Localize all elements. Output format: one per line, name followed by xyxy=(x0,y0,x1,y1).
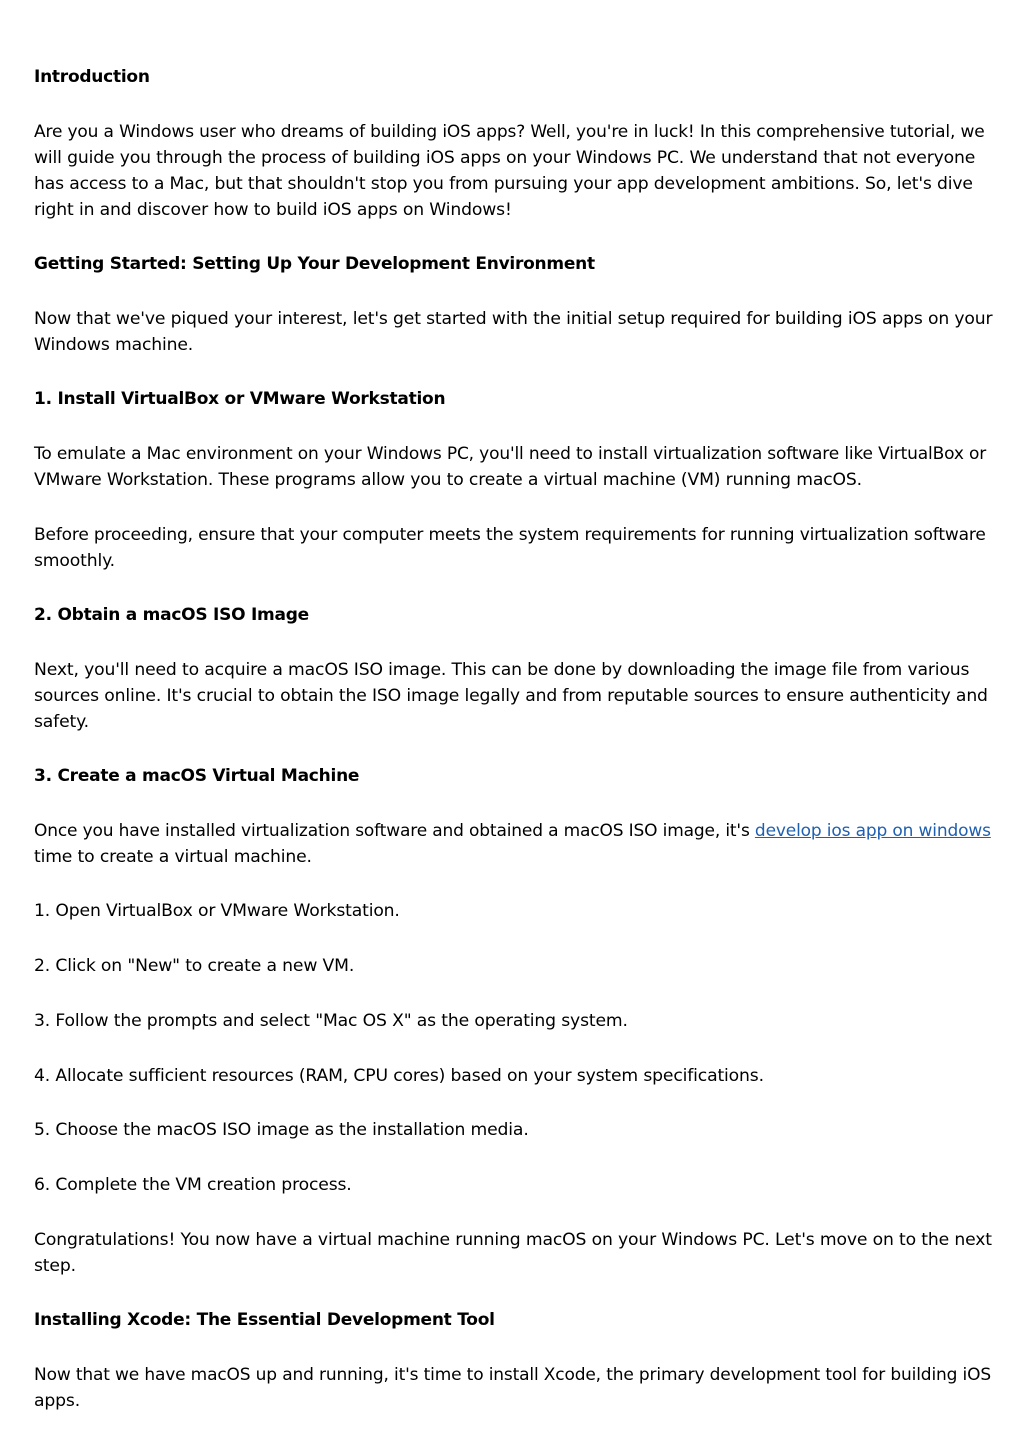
heading-introduction: Introduction xyxy=(34,67,150,87)
heading-installing-xcode: Installing Xcode: The Essential Development Tool xyxy=(34,1310,495,1330)
create-vm-paragraph-line: time to create a virtual machine. xyxy=(34,847,312,867)
heading-install-virtualbox: 1. Install VirtualBox or VMware Workstation xyxy=(34,389,446,409)
vm-step-item: 6. Complete the VM creation process. xyxy=(34,1175,352,1195)
vm-step-item: 3. Follow the prompts and select "Mac OS X" as the operating system. xyxy=(34,1011,628,1031)
xcode-paragraph-line: Now that we have macOS up and running, it's time to install Xcode, the primary development tool for building iOS xyxy=(34,1365,991,1385)
intro-paragraph-line: Are you a Windows user who dreams of building iOS apps? Well, you're in luck! In this comprehensive tutorial, we xyxy=(34,122,985,142)
congrats-paragraph-line: Congratulations! You now have a virtual machine running macOS on your Windows PC. Let's move on to the next xyxy=(34,1230,992,1250)
getting-started-paragraph-line: Now that we've piqued your interest, let's get started with the initial setup required for building iOS apps on your xyxy=(34,309,993,329)
vm-step-item: 4. Allocate sufficient resources (RAM, CPU cores) based on your system specifications. xyxy=(34,1066,764,1086)
requirements-paragraph-line: smoothly. xyxy=(34,551,115,571)
heading-obtain-iso: 2. Obtain a macOS ISO Image xyxy=(34,605,309,625)
create-vm-paragraph-text: Once you have installed virtualization software and obtained a macOS ISO image, it's xyxy=(34,821,755,841)
intro-paragraph-line: has access to a Mac, but that shouldn't stop you from pursuing your app development ambitions. So, let's dive xyxy=(34,174,973,194)
iso-paragraph-line: safety. xyxy=(34,712,89,732)
congrats-paragraph-line: step. xyxy=(34,1256,76,1276)
iso-paragraph-line: sources online. It's crucial to obtain the ISO image legally and from reputable sources to ensure authenticity and xyxy=(34,686,988,706)
create-vm-paragraph-line xyxy=(34,818,991,844)
intro-paragraph-line: right in and discover how to build iOS apps on Windows! xyxy=(34,200,512,220)
xcode-paragraph-line: apps. xyxy=(34,1391,81,1411)
vm-step-item: 5. Choose the macOS ISO image as the installation media. xyxy=(34,1120,529,1140)
virtualization-paragraph-line: VMware Workstation. These programs allow you to create a virtual machine (VM) running macOS. xyxy=(34,470,862,490)
getting-started-paragraph-line: Windows machine. xyxy=(34,335,194,355)
develop-ios-app-link[interactable]: develop ios app on windows xyxy=(754,821,991,841)
requirements-paragraph-line: Before proceeding, ensure that your computer meets the system requirements for running virtualization software xyxy=(34,525,986,545)
heading-create-vm: 3. Create a macOS Virtual Machine xyxy=(34,766,360,786)
heading-getting-started: Getting Started: Setting Up Your Development Environment xyxy=(34,254,595,274)
vm-step-item: 2. Click on "New" to create a new VM. xyxy=(34,956,355,976)
iso-paragraph-line: Next, you'll need to acquire a macOS ISO image. This can be done by downloading the image file from various xyxy=(34,660,970,680)
intro-paragraph-line: will guide you through the process of building iOS apps on your Windows PC. We understand that not everyone xyxy=(34,148,976,168)
virtualization-paragraph-line: To emulate a Mac environment on your Windows PC, you'll need to install virtualization software like VirtualBox or xyxy=(34,444,987,464)
vm-step-item: 1. Open VirtualBox or VMware Workstation. xyxy=(34,901,400,921)
